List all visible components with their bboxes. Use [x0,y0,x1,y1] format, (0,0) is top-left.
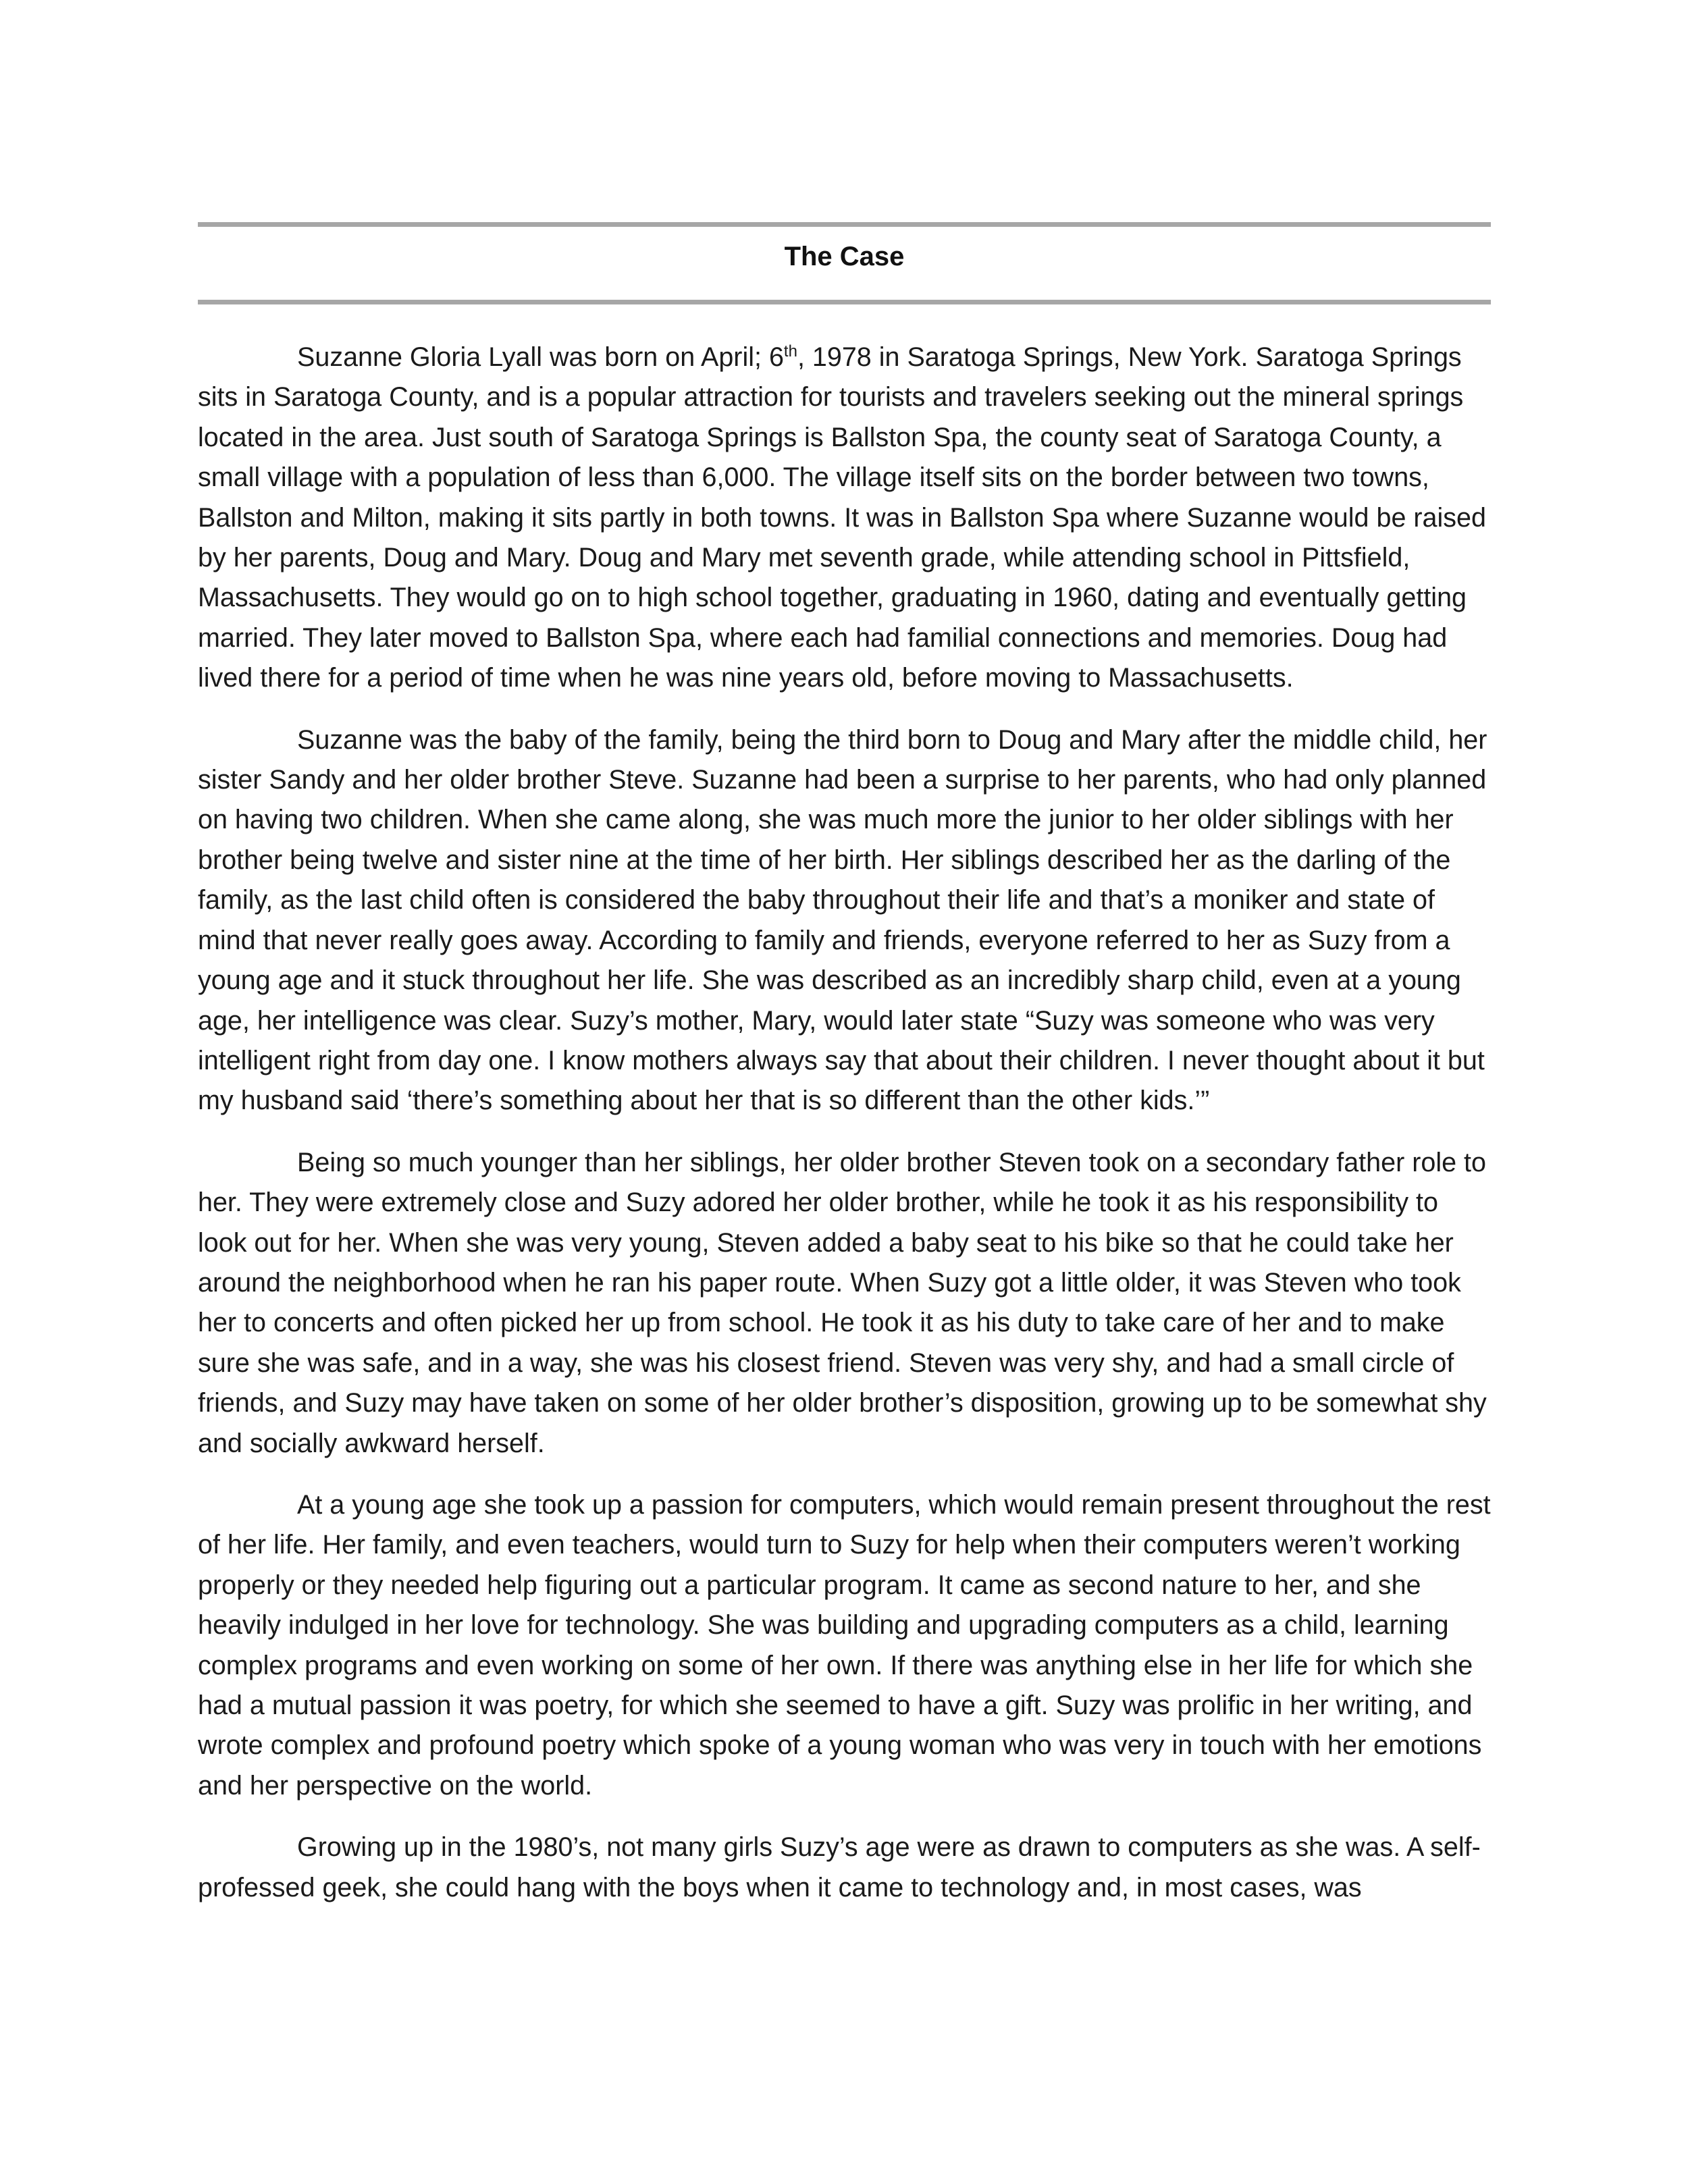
page-title: The Case [784,242,905,271]
paragraph-1-text-rest: , 1978 in Saratoga Springs, New York. Saratoga Springs sits in Saratoga County, and is a popular attraction for tourists and travelers seeking out the mineral springs located in the area. Just south of Saratoga Springs is Ballston Spa, the county seat of Saratoga County, a small village with a population of less than 6,000. The village itself sits on the border between two towns, Ballston and Milton, making it sits partly in both towns. It was in Ballston Spa where Suzanne would be raised by her parents, Doug and Mary. Doug and Mary met seventh grade, while attending school in Pittsfield, Massachusetts. They would go on to high school together, graduating in 1960, dating and eventually getting married. They later moved to Ballston Spa, where each had familial connections and memories. Doug had lived there for a period of time when he was nine years old, before moving to Massachusetts. [198,342,1486,693]
paragraph-4: At a young age she took up a passion for computers, which would remain present throughout the rest of her life. Her family, and even teachers, would turn to Suzy for help when their computers weren’t working properly or they needed help figuring out a particular program. It came as second nature to her, and she heavily indulged in her love for technology. She was building and upgrading computers as a child, learning complex programs and even working on some of her own. If there was anything else in her life for which she had a mutual passion it was poetry, for which she seemed to have a gift. Suzy was prolific in her writing, and wrote complex and profound poetry which spoke of a young woman who was very in touch with her emotions and her perspective on the world. [198,1489,1491,1801]
paragraph-1 [198,338,1491,699]
title-top-rule [198,222,1491,227]
ordinal-superscript: th [783,342,797,361]
title-bottom-rule [198,300,1491,304]
paragraph-3: Being so much younger than her siblings, her older brother Steven took on a secondary father role to her. They were extremely close and Suzy adored her older brother, while he took it as his responsibility to look out for her. When she was very young, Steven added a baby seat to his bike so that he could take her around the neighborhood when he ran his paper route. When Suzy got a little older, it was Steven who took her to concerts and often picked her up from school. He took it as his duty to take care of her and to make sure she was safe, and in a way, she was his closest friend. Steven was very shy, and had a small circle of friends, and Suzy may have taken on some of her older brother’s disposition, growing up to be somewhat shy and socially awkward herself. [198,1147,1487,1458]
paragraph-1-text-start: Suzanne Gloria Lyall was born on April; 6 [297,342,784,372]
document-body [198,338,1491,1929]
paragraph-2: Suzanne was the baby of the family, being the third born to Doug and Mary after the middle child, her sister Sandy and her older brother Steve. Suzanne had been a surprise to her parents, who had only planned on having two children. When she came along, she was much more the junior to her older siblings with her brother being twelve and sister nine at the time of her birth. Her siblings described her as the darling of the family, as the last child often is considered the baby throughout their life and that’s a moniker and state of mind that never really goes away. According to family and friends, everyone referred to her as Suzy from a young age and it stuck throughout her life. She was described as an incredibly sharp child, even at a young age, her intelligence was clear. Suzy’s mother, Mary, would later state “Suzy was someone who was very intelligent right from day one. I know mothers always say that about their children. I never thought about it but my husband said ‘there’s something about her that is so different than the other kids.’” [198,724,1487,1116]
paragraph-5: Growing up in the 1980’s, not many girls Suzy’s age were as drawn to computers as she was. A self-professed geek, she could hang with the boys when it came to technology and, in most cases, was [198,1832,1481,1902]
